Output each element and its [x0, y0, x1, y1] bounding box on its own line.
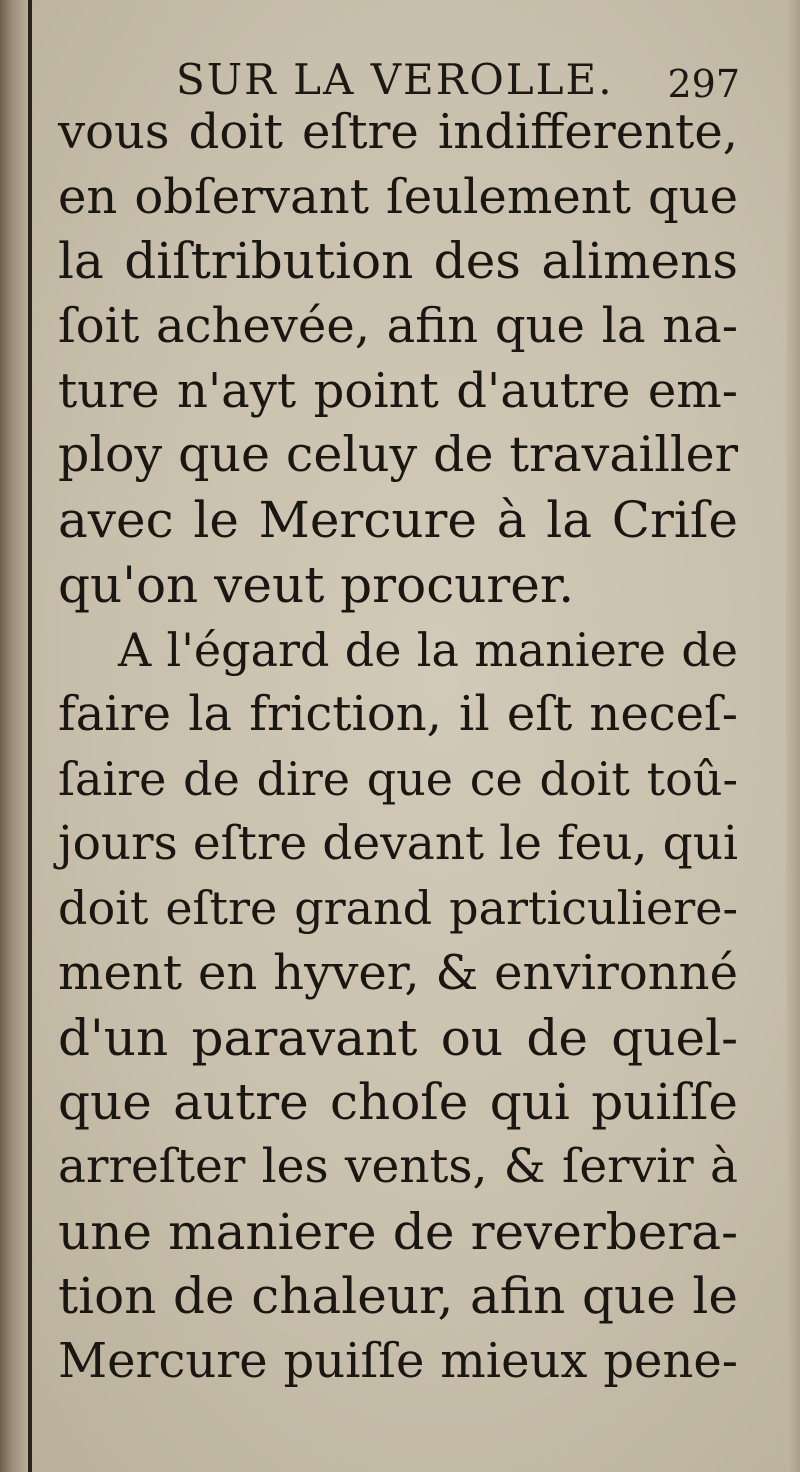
text-line: d'un paravant ou de quel- — [58, 1008, 738, 1067]
text-line: une maniere de reverbera- — [58, 1202, 738, 1261]
page-right-edge — [786, 0, 800, 1472]
text-line: en obſervant ſeulement que — [58, 168, 738, 225]
text-line: ploy que celuy de travailler — [58, 426, 738, 484]
text-line: que autre choſe qui puiſſe — [58, 1073, 738, 1132]
text-line: doit eſtre grand particuliere- — [58, 881, 738, 936]
text-line: jours eſtre devant le feu, qui — [58, 815, 738, 871]
page-left-edge — [0, 0, 30, 1472]
text-line: vous doit eſtre indifferente, — [58, 104, 738, 160]
text-line: faire la friction, il eſt neceſ- — [58, 686, 738, 743]
text-line: tion de chaleur, afin que le — [58, 1267, 738, 1326]
text-line: qu'on veut procurer. — [58, 555, 575, 614]
text-line: avec le Mercure à la Criſe — [58, 491, 738, 550]
text-line: arreſter les vents, & ſervir à — [58, 1139, 738, 1194]
text-line: ſaire de dire que ce doit toû- — [58, 751, 738, 806]
running-title: SUR LA VEROLLE. — [176, 55, 614, 104]
text-line: la diſtribution des alimens — [58, 232, 738, 291]
page-number: 297 — [667, 62, 740, 106]
text-line: ſoit achevée, afin que la na- — [58, 298, 738, 355]
text-line: Mercure puiſſe mieux pene- — [58, 1333, 738, 1390]
text-line: ment en hyver, & environné — [58, 944, 738, 1001]
book-spine-line — [28, 0, 32, 1472]
body-text — [58, 100, 738, 1394]
paragraph-first-line: A l'égard de la maniere de — [118, 622, 738, 677]
text-line: ture n'ayt point d'autre em- — [58, 362, 738, 419]
